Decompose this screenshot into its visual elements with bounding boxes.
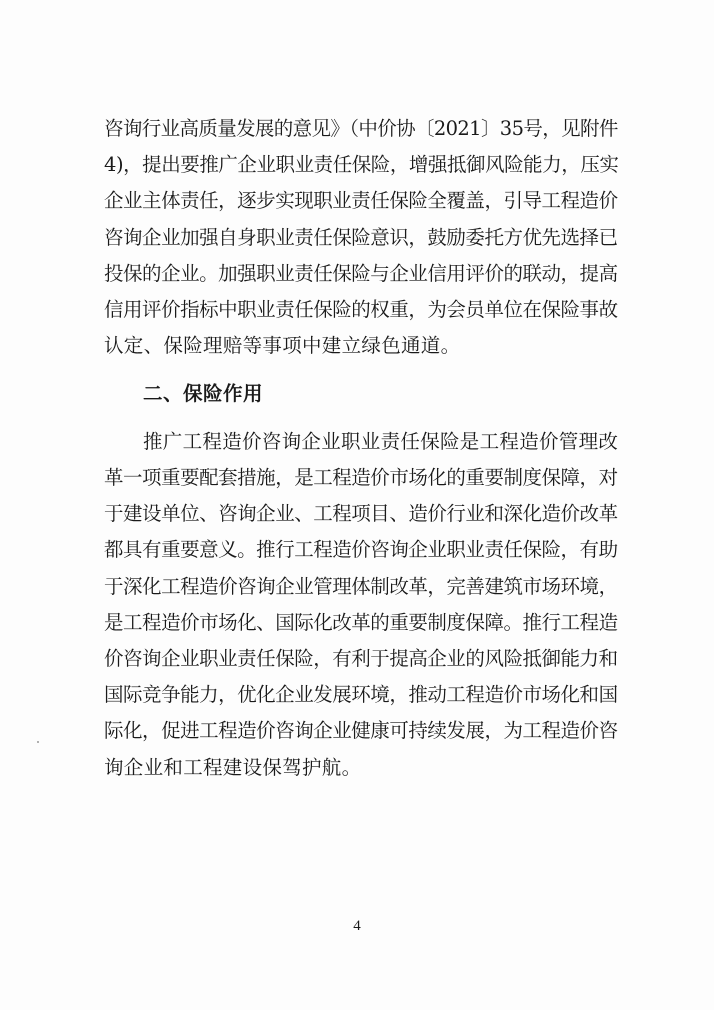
paragraph-1-line-7: 认定、保险理赔等事项中建立绿色通道。	[104, 334, 461, 357]
paragraph-1-line-3: 企业主体责任，逐步实现职业责任保险全覆盖，引导工程造价	[104, 189, 618, 212]
paragraph-1-line-2: 4)，提出要推广企业职业责任保险，增强抵御风险能力，压实	[104, 153, 619, 176]
paragraph-2-line-6: 是工程造价市场化、国际化改革的重要制度保障。推行工程造	[104, 611, 618, 634]
scan-speck	[37, 741, 39, 743]
section-heading: 二、保险作用	[143, 382, 264, 405]
paragraph-2-line-8: 国际竞争能力，优化企业发展环境，推动工程造价市场化和国	[104, 683, 618, 706]
paragraph-1-line-5: 投保的企业。加强职业责任保险与企业信用评价的联动，提高	[104, 262, 618, 285]
paragraph-2-line-9: 际化，促进工程造价咨询企业健康可持续发展，为工程造价咨	[104, 719, 618, 742]
page-number: 4	[353, 918, 361, 934]
paragraph-1-line-1: 咨询行业高质量发展的意见》（中价协〔2021〕35号，见附件	[104, 117, 618, 140]
paragraph-2-line-5: 于深化工程造价咨询企业管理体制改革，完善建筑市场环境，	[104, 575, 618, 598]
paragraph-1-line-4: 咨询企业加强自身职业责任保险意识，鼓励委托方优先选择已	[104, 226, 618, 249]
paragraph-2-line-1: 推广工程造价咨询企业职业责任保险是工程造价管理改	[143, 430, 619, 453]
paragraph-2-line-10: 询企业和工程建设保驾护航。	[104, 756, 362, 779]
paragraph-2-line-2: 革一项重要配套措施，是工程造价市场化的重要制度保障，对	[104, 466, 618, 489]
paragraph-2-line-7: 价咨询企业职业责任保险，有利于提高企业的风险抵御能力和	[104, 647, 618, 670]
paragraph-2-line-4: 都具有重要意义。推行工程造价咨询企业职业责任保险，有助	[104, 538, 618, 561]
paragraph-1-line-6: 信用评价指标中职业责任保险的权重，为会员单位在保险事故	[104, 298, 618, 321]
paragraph-2-line-3: 于建设单位、咨询企业、工程项目、造价行业和深化造价改革	[104, 502, 618, 525]
